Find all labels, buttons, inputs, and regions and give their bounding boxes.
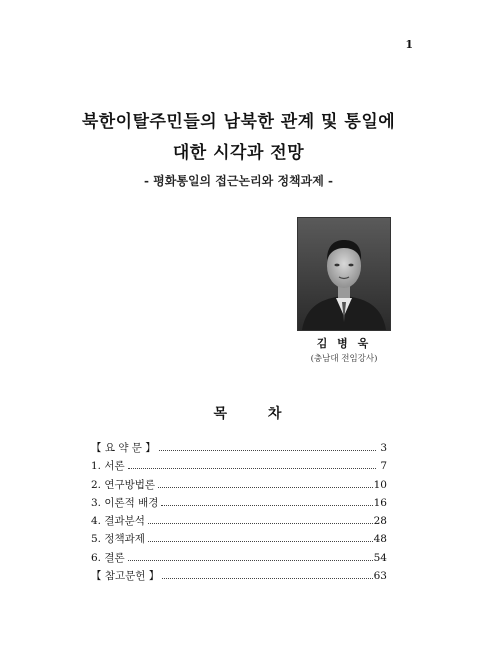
toc-leader-dots [159, 449, 376, 451]
toc-entry-label: 1. 서론 [91, 460, 125, 473]
toc-leader-dots [161, 504, 372, 506]
toc-heading: 목 차 [213, 406, 300, 422]
author-photo [297, 217, 391, 331]
toc-entry-page: 10 [373, 478, 387, 491]
toc-entry-page: 16 [373, 496, 387, 509]
toc-entry-results[interactable] [91, 513, 387, 531]
toc-entry-theory[interactable] [91, 495, 387, 513]
toc-entry-policy[interactable] [91, 531, 387, 549]
toc-entry-label: 2. 연구방법론 [91, 478, 156, 491]
toc-entry-label: 【 참고문헌 】 [91, 570, 160, 583]
toc-entry-label: 6. 결론 [91, 551, 125, 564]
table-of-contents [91, 440, 387, 586]
toc-leader-dots [158, 486, 373, 488]
toc-leader-dots [148, 522, 373, 524]
toc-leader-dots [162, 577, 372, 579]
toc-entry-page: 54 [373, 551, 387, 564]
toc-leader-dots [128, 559, 373, 561]
toc-entry-page: 3 [380, 442, 387, 454]
toc-entry-label: 3. 이론적 배경 [91, 496, 159, 509]
toc-entry-summary[interactable] [91, 440, 387, 458]
toc-entry-page: 28 [373, 515, 387, 528]
toc-entry-page: 48 [373, 533, 387, 546]
toc-entry-references[interactable] [91, 568, 387, 586]
page-number: 1 [405, 38, 413, 51]
document-subtitle: - 평화통일의 접근논리와 정책과제 - [144, 174, 333, 188]
author-name: 김 병 욱 [316, 337, 372, 350]
toc-entry-introduction[interactable] [91, 458, 387, 476]
toc-entry-label: 4. 결과분석 [91, 515, 145, 528]
author-affiliation: (충남대 전임강사) [310, 354, 378, 364]
toc-entry-page: 7 [380, 460, 387, 473]
toc-entry-methodology[interactable] [91, 477, 387, 495]
toc-leader-dots [148, 540, 373, 542]
toc-entry-page: 63 [373, 570, 387, 583]
toc-leader-dots [128, 467, 376, 469]
toc-entry-label: 【 요 약 문 】 [91, 442, 156, 454]
document-title-line-1: 북한이탈주민들의 남북한 관계 및 통일에 [81, 112, 396, 132]
toc-entry-label: 5. 정책과제 [91, 533, 145, 546]
document-title-line-2: 대한 시각과 전망 [172, 143, 305, 163]
toc-entry-conclusion[interactable] [91, 550, 387, 568]
